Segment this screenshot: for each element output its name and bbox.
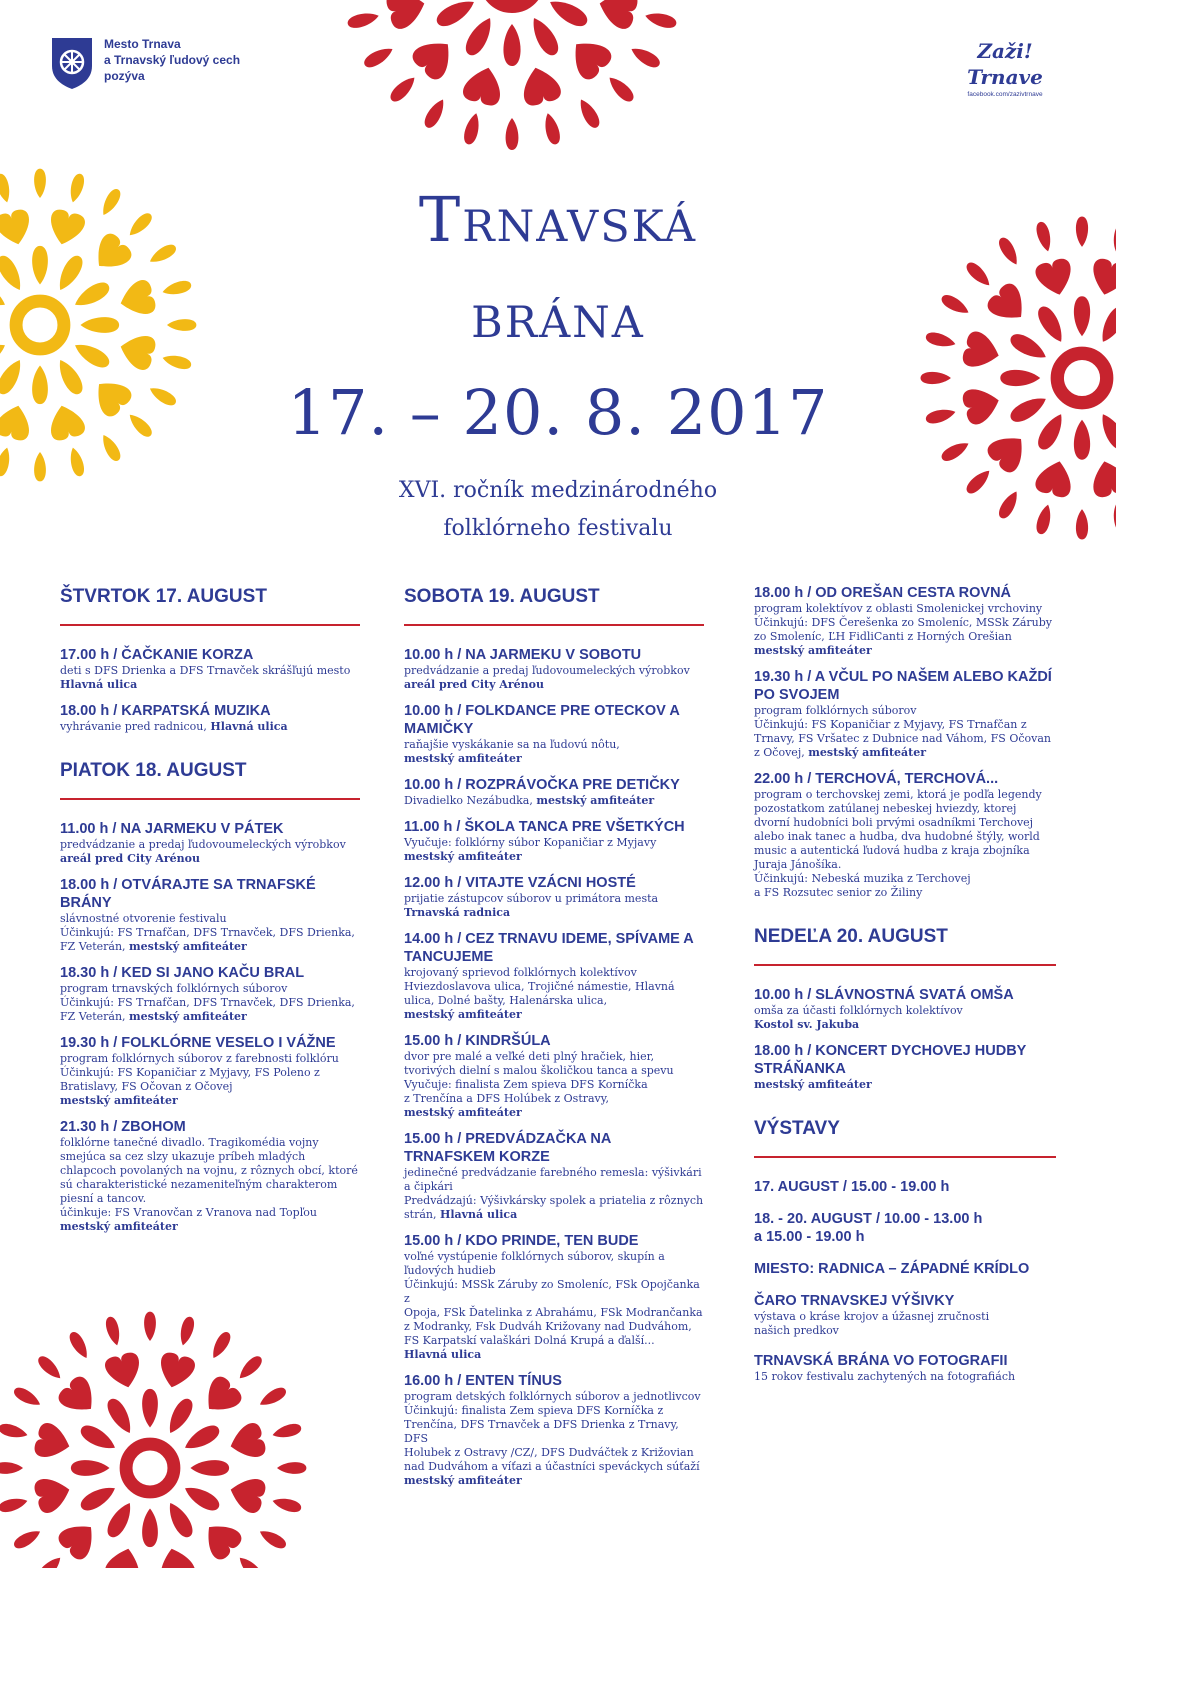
event-title: 18.00 h / KARPATSKÁ MUZIKA xyxy=(60,703,271,719)
event-description-text: jedinečné predvádzanie farebného remesla: výšivkári a čipkári Predvádzajú: Výšivkársky spolek a priatelia z rôznych strán, xyxy=(404,1166,704,1221)
program-column-2 xyxy=(404,584,704,1498)
program-event xyxy=(404,818,704,864)
program-event xyxy=(60,820,360,866)
flower-petal xyxy=(181,1422,222,1455)
event-venue: mestský amfiteáter xyxy=(404,752,522,765)
program-event xyxy=(60,646,360,692)
event-title: 10.00 h / ROZPRÁVOČKA PRE DETIČKY xyxy=(404,777,680,793)
event-description xyxy=(754,704,1056,760)
flower-heart xyxy=(409,31,461,83)
event-description-text: program trnavských folklórnych súborov Účinkujú: FS Trnafčan, DFS Trnavček, DFS Drienka, FZ Veterán, xyxy=(60,982,355,1023)
event-description xyxy=(404,1166,704,1222)
flower-heart xyxy=(226,1473,267,1515)
event-venue: mestský amfiteáter xyxy=(60,1094,178,1107)
flower-petal xyxy=(421,96,448,130)
flower-petal xyxy=(163,1499,196,1540)
program-event xyxy=(60,964,360,1024)
flower-petal xyxy=(12,1385,43,1410)
trnava-coat-of-arms-icon xyxy=(50,36,94,90)
event-description-text: program folklórnych súborov Účinkujú: FS Kopaničiar z Myjavy, FS Trnafčan z Trnavy, FS Vršatec z Dubnice nad Váhom, FS Očovan z Očovej, xyxy=(754,704,1051,759)
event-description xyxy=(60,720,360,734)
flower-petal xyxy=(142,1508,158,1547)
event-venue: Hlavná ulica xyxy=(439,1208,518,1221)
event-venue: areál pred City Arénou xyxy=(60,852,200,865)
event-description xyxy=(404,794,704,808)
exhibition-time: 17. AUGUST / 15.00 - 19.00 h xyxy=(754,1179,950,1195)
flower-petal xyxy=(208,1330,233,1361)
day-heading: ŠTVRTOK 17. AUGUST xyxy=(60,586,267,607)
flower-petal xyxy=(144,1312,156,1341)
flower-petal xyxy=(0,1462,23,1474)
event-description: krojovaný sprievod folklórnych kolektívov Hviezdoslavova ulica, Trojičné námestie, Hlavná ulica, Dolné bašty, Halenárska ulica, xyxy=(404,966,675,1007)
flower-heart xyxy=(563,31,615,83)
event-title: 19.30 h / FOLKLÓRNE VESELO I VÁŽNE xyxy=(60,1035,336,1051)
flower-petal xyxy=(546,0,591,30)
decorative-flower-bottom xyxy=(0,1288,320,1568)
program-event xyxy=(404,1372,704,1488)
exhibition-title: ČARO TRNAVSKEJ VÝŠIVKY xyxy=(754,1293,955,1309)
flower-petal xyxy=(362,43,396,70)
flower-petal xyxy=(506,118,519,150)
organizer-line: pozýva xyxy=(104,69,145,83)
program-event xyxy=(404,874,704,920)
event-title: 21.30 h / ZBOHOM xyxy=(60,1119,186,1135)
event-title: 19.30 h / A VČUL PO NAŠEM ALEBO KAŽDÍ PO SVOJEM xyxy=(754,669,1052,703)
flower-petal xyxy=(163,1396,196,1437)
flower-petal xyxy=(0,1422,29,1441)
day-divider xyxy=(60,624,360,626)
program-event xyxy=(754,668,1056,760)
flower-petal xyxy=(104,1499,137,1540)
event-description: program folklórnych súborov z farebnosti folklóru Účinkujú: FS Kopaničiar z Myjavy, FS Poleno z Bratislavy, FS Očovan z Očovej xyxy=(60,1052,339,1093)
flower-petal xyxy=(277,1462,306,1474)
flower-petal xyxy=(644,10,678,31)
organizer-text xyxy=(104,36,240,84)
day-spacer xyxy=(754,910,1056,924)
flower-petal xyxy=(575,96,602,130)
exhibition-place: MIESTO: RADNICA – ZÁPADNÉ KRÍDLO xyxy=(754,1261,1030,1277)
program-event xyxy=(60,876,360,954)
flower-heart xyxy=(595,0,640,31)
flower-petal xyxy=(142,1389,158,1428)
festival-title-line2: brána xyxy=(471,279,645,352)
decorative-flower-top xyxy=(312,0,712,150)
program-event xyxy=(60,1118,360,1234)
flower-petal xyxy=(78,1481,119,1514)
program-event xyxy=(754,1042,1056,1092)
event-title: 12.00 h / VITAJTE VZÁCNI HOSTÉ xyxy=(404,875,636,891)
festival-title-line1: Trnavská xyxy=(418,183,698,256)
event-venue: Trnavská radnica xyxy=(404,906,511,919)
flower-petal xyxy=(387,73,419,105)
event-description: folklórne tanečné divadlo. Tragikomédia vojny smejúca sa cez slzy ukazuje príbeh mladých chlapcoch povolaných na vojnu, z rôznych obcí, ktoré sú charakteristické nezameniteľným charakterom piesní a tancov. účinkuje: FS Vranovčan z Vranova nad Topľou xyxy=(60,1136,358,1219)
flower-petal xyxy=(462,112,483,146)
event-description: program kolektívov z oblasti Smolenickej vrchoviny Účinkujú: DFS Čerešenka zo Smoleníc, MSSk Záruby zo Smoleníc, ĽH FidliCanti z Horných Orešian xyxy=(754,602,1053,643)
event-description: voľné vystúpenie folklórnych súborov, skupín a ľudových hudieb Účinkujú: MSSk Záruby zo Smoleníc, FSk Opojčanka z Opoja, FSk Ďatelinka z Abrahámu, FSk Modrančanka z Modranky, Fsk Dudváh Križovany nad Dudváhom, FS Karpatskí valaškári Dolná Krupá a ďalší... xyxy=(404,1250,703,1347)
program-event xyxy=(754,986,1056,1032)
flower-heart xyxy=(155,1544,197,1568)
festival-subtitle xyxy=(0,472,1116,548)
day-heading: SOBOTA 19. AUGUST xyxy=(404,586,600,607)
exhibition-description: 15 rokov festivalu zachytených na fotografiách xyxy=(754,1370,1016,1383)
day-spacer xyxy=(754,1102,1056,1116)
event-venue: Kostol sv. Jakuba xyxy=(754,1018,860,1031)
event-venue: mestský amfiteáter xyxy=(754,1078,872,1091)
program-event xyxy=(404,646,704,692)
event-venue: mestský amfiteáter xyxy=(808,746,927,759)
flower-heart xyxy=(197,1373,245,1421)
event-title: 15.00 h / KDO PRINDE, TEN BUDE xyxy=(404,1233,639,1249)
exhibition xyxy=(754,1292,1056,1338)
flower-petal xyxy=(236,1353,265,1382)
event-venue: mestský amfiteáter xyxy=(404,1106,522,1119)
event-venue: mestský amfiteáter xyxy=(129,940,247,953)
event-venue: mestský amfiteáter xyxy=(754,644,872,657)
event-title: 18.30 h / KED SI JANO KAČU BRAL xyxy=(60,965,305,981)
flower-petal xyxy=(78,1422,119,1455)
event-title: 14.00 h / CEZ TRNAVU IDEME, SPÍVAME A TANCUJEME xyxy=(404,931,694,965)
day-divider xyxy=(754,964,1056,966)
flower-petal xyxy=(346,10,380,31)
flower-petal xyxy=(190,1460,229,1476)
event-description xyxy=(60,982,360,1024)
event-description xyxy=(60,912,360,954)
flower-petal xyxy=(0,1495,29,1514)
flower-petal xyxy=(35,1554,64,1568)
flower-petal xyxy=(462,14,498,59)
program-event xyxy=(754,584,1056,658)
flower-petal xyxy=(271,1495,302,1514)
flower-petal xyxy=(67,1330,92,1361)
program-event xyxy=(404,776,704,808)
flower-petal xyxy=(257,1385,288,1410)
zazi-logo-line2: Trnave xyxy=(967,65,1043,89)
flower-petal xyxy=(104,1315,123,1346)
day-divider xyxy=(404,624,704,626)
subtitle-line2: folklórneho festivalu xyxy=(443,516,673,541)
program-event xyxy=(404,1232,704,1362)
flower-heart xyxy=(226,1421,267,1463)
flower-petal xyxy=(433,0,478,30)
organizer-line: a Trnavský ľudový cech xyxy=(104,53,241,67)
flower-petal xyxy=(177,1315,196,1346)
flower-heart xyxy=(384,0,429,31)
day-divider xyxy=(754,1156,1056,1158)
flower-petal xyxy=(628,43,662,70)
flower-petal xyxy=(605,73,637,105)
flower-petal xyxy=(71,1460,110,1476)
event-description: program o terchovskej zemi, ktorá je podľa legendy pozostatkom zatúlanej nebeskej hviezdy, ktorej dvorní hudobníci boli prvými osadníkmi Terchovej alebo inak tanec a hudba, dva hudobné štýly, world music a autentická ľudová hudba z kraja zbojníka Juraja Jánošíka. Účinkujú: Nebeská muzika z Terchovej a FS Rozsutec senior zo Žiliny xyxy=(754,788,1042,899)
event-description: deti s DFS Drienka a DFS Trnavček skrášľujú mesto xyxy=(60,664,351,677)
program-event xyxy=(754,770,1056,900)
zazi-v-trnave-logo xyxy=(940,38,1070,99)
flower-heart xyxy=(55,1515,103,1563)
flower-heart xyxy=(197,1515,245,1563)
flower-heart xyxy=(103,1351,145,1392)
program-event xyxy=(404,702,704,766)
event-title: 18.00 h / KONCERT DYCHOVEJ HUDBY STRÁŇANKA xyxy=(754,1043,1027,1077)
day-heading: NEDEĽA 20. AUGUST xyxy=(754,926,948,947)
event-description: dvor pre malé a veľké deti plný hračiek, hier, tvorivých dielní s malou školičkou tanca a spevu Vyučuje: finalista Zem spieva DFS Korníčka z Trenčína a DFS Holúbek z Ostravy, xyxy=(404,1050,674,1105)
program-event xyxy=(404,1130,704,1222)
flower-heart xyxy=(103,1544,145,1568)
event-venue: Hlavná ulica xyxy=(404,1348,482,1361)
event-description: predvádzanie a predaj ľudovoumeleckých výrobkov xyxy=(404,664,690,677)
event-description-text: slávnostné otvorenie festivalu Účinkujú: FS Trnafčan, DFS Trnavček, DFS Drienka, FZ Veterán, xyxy=(60,912,355,953)
facebook-url: facebook.com/zazivtrnave xyxy=(967,91,1043,98)
flower-petal xyxy=(542,112,563,146)
event-title: 18.00 h / OTVÁRAJTE SA TRNAFSKÉ BRÁNY xyxy=(60,877,316,911)
event-title: 10.00 h / FOLKDANCE PRE OTECKOV A MAMIČKY xyxy=(404,703,680,737)
exhibitions-heading: VÝSTAVY xyxy=(754,1118,840,1139)
program-event xyxy=(60,702,360,734)
program-event xyxy=(404,1032,704,1120)
program-column-1 xyxy=(60,584,360,1244)
subtitle-line1: XVI. ročník medzinárodného xyxy=(398,478,718,503)
event-title: 10.00 h / NA JARMEKU V SOBOTU xyxy=(404,647,642,663)
flower-petal xyxy=(503,24,520,66)
flower-heart xyxy=(155,1351,197,1392)
event-title: 11.00 h / ŠKOLA TANCA PRE VŠETKÝCH xyxy=(404,819,685,835)
exhibition-time: 18. - 20. AUGUST / 10.00 - 13.00 h a 15.00 - 19.00 h xyxy=(754,1211,983,1245)
event-description: predvádzanie a predaj ľudovoumeleckých výrobkov xyxy=(60,838,346,851)
flower-petal xyxy=(35,1353,64,1382)
event-title: 15.00 h / PREDVÁDZAČKA NA TRNAFSKEM KORZE xyxy=(404,1131,611,1165)
event-venue: mestský amfiteáter xyxy=(404,1008,522,1021)
day-spacer xyxy=(60,744,360,758)
exhibition-description: výstava o kráse krojov a úžasnej zručnosti našich predkov xyxy=(754,1310,990,1337)
day-heading: PIATOK 18. AUGUST xyxy=(60,760,247,781)
flower-petal xyxy=(257,1526,288,1551)
event-venue: areál pred City Arénou xyxy=(404,678,544,691)
event-description: raňajšie vyskákanie sa na ľudovú nôtu, xyxy=(404,738,620,751)
event-title: 10.00 h / SLÁVNOSTNÁ SVATÁ OMŠA xyxy=(754,987,1014,1003)
flower-heart xyxy=(55,1373,103,1421)
event-venue: Hlavná ulica xyxy=(210,720,288,733)
event-description: omša za účasti folklórnych kolektívov xyxy=(754,1004,963,1017)
event-venue: mestský amfiteáter xyxy=(404,850,522,863)
event-title: 15.00 h / KINDRŠÚLA xyxy=(404,1033,551,1049)
event-title: 18.00 h / OD OREŠAN CESTA ROVNÁ xyxy=(754,585,1012,601)
event-description-text: vyhrávanie pred radnicou, xyxy=(60,720,211,733)
event-description: Vyučuje: folklórny súbor Kopaničiar z Myjavy xyxy=(404,836,657,849)
event-description: prijatie zástupcov súborov u primátora mesta xyxy=(404,892,659,905)
organizer-line: Mesto Trnava xyxy=(104,37,181,51)
program-event xyxy=(60,1034,360,1108)
flower-petal xyxy=(12,1526,43,1551)
event-venue: mestský amfiteáter xyxy=(404,1474,522,1487)
flower-center xyxy=(486,0,538,6)
flower-petal xyxy=(236,1554,265,1568)
event-title: 22.00 h / TERCHOVÁ, TERCHOVÁ... xyxy=(754,771,999,787)
event-description-text: Divadielko Nezábudka, xyxy=(404,794,537,807)
organizer-block xyxy=(50,36,240,90)
exhibition xyxy=(754,1352,1056,1384)
flower-heart xyxy=(517,63,562,108)
day-divider xyxy=(60,798,360,800)
flower-petal xyxy=(527,14,563,59)
flower-petal xyxy=(181,1481,222,1514)
zazi-logo-line1: Zaži! xyxy=(977,39,1033,63)
flower-petal xyxy=(271,1422,302,1441)
event-title: 16.00 h / ENTEN TÍNUS xyxy=(404,1373,562,1389)
festival-dates: 17. – 20. 8. 2017 xyxy=(287,376,829,449)
program-column-3 xyxy=(754,584,1056,1394)
event-description: program detských folklórnych súborov a jednotlivcov Účinkujú: finalista Zem spieva DFS Korníčka z Trenčína, DFS Trnavček a DFS Drienka z Trnavy, DFS Holubek z Ostravy /CZ/, DFS Dudváčtek z Križovian nad Dudváhom a víťazi a účastníci speváckych súťaží xyxy=(404,1390,701,1473)
event-venue: mestský amfiteáter xyxy=(129,1010,247,1023)
flower-heart xyxy=(461,63,506,108)
flower-petal xyxy=(104,1396,137,1437)
event-venue: Hlavná ulica xyxy=(60,678,138,691)
program-event xyxy=(404,930,704,1022)
flower-heart xyxy=(33,1473,74,1515)
flower-heart xyxy=(33,1421,74,1463)
exhibition-title: TRNAVSKÁ BRÁNA VO FOTOGRAFII xyxy=(754,1353,1008,1369)
event-venue: mestský amfiteáter xyxy=(536,794,655,807)
flower-center xyxy=(126,1444,174,1492)
event-venue: mestský amfiteáter xyxy=(60,1220,178,1233)
event-title: 17.00 h / ČAČKANIE KORZA xyxy=(60,647,254,663)
event-title: 11.00 h / NA JARMEKU V PÁTEK xyxy=(60,821,284,837)
